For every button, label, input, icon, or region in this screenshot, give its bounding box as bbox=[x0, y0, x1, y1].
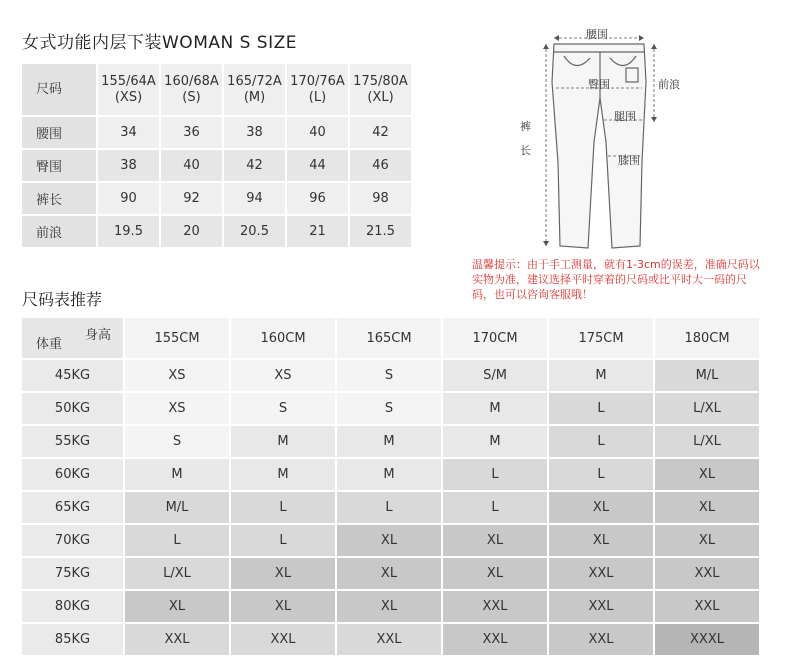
height-header: 160CM bbox=[231, 318, 335, 358]
size-cell: XL bbox=[549, 492, 653, 523]
row-label: 前浪 bbox=[22, 216, 96, 247]
size-cell: S bbox=[337, 393, 441, 424]
size-cell: M bbox=[549, 360, 653, 391]
table-cell: 21 bbox=[287, 216, 348, 247]
weight-label: 70KG bbox=[22, 525, 123, 556]
table-cell: 19.5 bbox=[98, 216, 159, 247]
front-rise-label: 前浪 bbox=[658, 78, 680, 91]
size-cell: XXL bbox=[655, 591, 759, 622]
size-cell: XXL bbox=[231, 624, 335, 655]
table-row bbox=[22, 426, 759, 457]
size-cell: XS bbox=[125, 393, 229, 424]
weight-label: 50KG bbox=[22, 393, 123, 424]
size-cell: XL bbox=[337, 525, 441, 556]
weight-label: 85KG bbox=[22, 624, 123, 655]
table-cell: 90 bbox=[98, 183, 159, 214]
size-cell: L/XL bbox=[655, 393, 759, 424]
waist-label: 腰围 bbox=[586, 28, 608, 41]
size-cell: XL bbox=[337, 591, 441, 622]
knee-label: 膝围 bbox=[618, 154, 640, 167]
size-cell: M bbox=[443, 393, 547, 424]
table-cell: 42 bbox=[224, 150, 285, 181]
table-row bbox=[22, 558, 759, 589]
size-cell: M bbox=[231, 426, 335, 457]
table-cell: 98 bbox=[350, 183, 411, 214]
hip-label: 臀围 bbox=[588, 78, 610, 91]
size-cell: XXL bbox=[549, 591, 653, 622]
size-cell: XL bbox=[231, 591, 335, 622]
size-cell: M bbox=[231, 459, 335, 490]
size-cell: S bbox=[125, 426, 229, 457]
size-spec: 155/64A bbox=[101, 73, 156, 89]
size-cell: M/L bbox=[655, 360, 759, 391]
table-row bbox=[22, 117, 411, 148]
table-cell: 20 bbox=[161, 216, 222, 247]
row-label: 臀围 bbox=[22, 150, 96, 181]
table-cell: 94 bbox=[224, 183, 285, 214]
table-cell: 21.5 bbox=[350, 216, 411, 247]
size-cell: L bbox=[443, 459, 547, 490]
size-header-row bbox=[22, 64, 411, 115]
pants-outline-illustration bbox=[518, 22, 688, 252]
size-cell: XS bbox=[231, 360, 335, 391]
size-cell: L bbox=[549, 426, 653, 457]
size-cell: XXL bbox=[443, 624, 547, 655]
table-cell: 20.5 bbox=[224, 216, 285, 247]
size-cell: L bbox=[443, 492, 547, 523]
table-cell: 96 bbox=[287, 183, 348, 214]
size-cell: XXL bbox=[443, 591, 547, 622]
size-cell: L bbox=[549, 393, 653, 424]
height-header: 155CM bbox=[125, 318, 229, 358]
table-row bbox=[22, 183, 411, 214]
size-cell: M bbox=[443, 426, 547, 457]
size-header-cell bbox=[98, 64, 159, 115]
table-row bbox=[22, 591, 759, 622]
weight-label: 80KG bbox=[22, 591, 123, 622]
size-code: (M) bbox=[243, 89, 266, 105]
size-cell: XL bbox=[443, 558, 547, 589]
size-cell: XL bbox=[443, 525, 547, 556]
size-cell: S bbox=[231, 393, 335, 424]
size-cell: L bbox=[549, 459, 653, 490]
size-cell: M bbox=[125, 459, 229, 490]
size-cell: M/L bbox=[125, 492, 229, 523]
size-cell: XXL bbox=[125, 624, 229, 655]
pants-diagram bbox=[518, 22, 688, 252]
height-header: 170CM bbox=[443, 318, 547, 358]
size-header-cell bbox=[224, 64, 285, 115]
weight-label: 55KG bbox=[22, 426, 123, 457]
weight-label: 60KG bbox=[22, 459, 123, 490]
size-cell: L/XL bbox=[125, 558, 229, 589]
length-label-top: 裤 bbox=[520, 120, 531, 133]
size-cell: L bbox=[231, 492, 335, 523]
weight-axis-label: 体重 bbox=[36, 337, 63, 352]
size-spec: 160/68A bbox=[164, 73, 219, 89]
size-cell: XXL bbox=[549, 624, 653, 655]
size-cell: XL bbox=[655, 525, 759, 556]
height-axis-label: 身高 bbox=[84, 328, 111, 343]
size-corner-label: 尺码 bbox=[22, 64, 96, 115]
size-cell: M bbox=[337, 426, 441, 457]
size-cell: XL bbox=[655, 459, 759, 490]
weight-label: 75KG bbox=[22, 558, 123, 589]
size-header-cell bbox=[350, 64, 411, 115]
size-cell: L bbox=[125, 525, 229, 556]
recommend-title: 尺码表推荐 bbox=[22, 290, 103, 309]
table-cell: 40 bbox=[161, 150, 222, 181]
thigh-label: 腿围 bbox=[614, 110, 636, 123]
size-header-cell bbox=[287, 64, 348, 115]
table-row bbox=[22, 525, 759, 556]
size-spec: 170/76A bbox=[290, 73, 345, 89]
table-cell: 44 bbox=[287, 150, 348, 181]
table-cell: 40 bbox=[287, 117, 348, 148]
size-cell: S/M bbox=[443, 360, 547, 391]
table-cell: 46 bbox=[350, 150, 411, 181]
table-row bbox=[22, 150, 411, 181]
size-cell: S bbox=[337, 360, 441, 391]
size-code: (XL) bbox=[367, 89, 394, 105]
height-header: 175CM bbox=[549, 318, 653, 358]
table-row bbox=[22, 459, 759, 490]
weight-label: 65KG bbox=[22, 492, 123, 523]
recommend-corner bbox=[22, 318, 123, 358]
size-code: (L) bbox=[308, 89, 327, 105]
size-cell: XL bbox=[655, 492, 759, 523]
size-cell: L/XL bbox=[655, 426, 759, 457]
table-cell: 38 bbox=[98, 150, 159, 181]
table-row bbox=[22, 216, 411, 247]
size-cell: XL bbox=[231, 558, 335, 589]
size-spec: 175/80A bbox=[353, 73, 408, 89]
size-chart-table bbox=[20, 62, 413, 249]
size-spec: 165/72A bbox=[227, 73, 282, 89]
recommend-header-row bbox=[22, 318, 759, 358]
row-label: 腰围 bbox=[22, 117, 96, 148]
table-row bbox=[22, 624, 759, 655]
size-cell: XXL bbox=[549, 558, 653, 589]
size-cell: L bbox=[231, 525, 335, 556]
length-label-bottom: 长 bbox=[520, 144, 531, 157]
table-cell: 92 bbox=[161, 183, 222, 214]
size-code: (S) bbox=[182, 89, 201, 105]
size-cell: XL bbox=[337, 558, 441, 589]
weight-label: 45KG bbox=[22, 360, 123, 391]
size-cell: XS bbox=[125, 360, 229, 391]
measurement-note: 温馨提示：由于手工测量，就有1-3cm的误差，准确尺码以实物为准，建议选择平时穿着的尺码或比平时大一码的尺码，也可以咨询客服哦！ bbox=[472, 258, 760, 301]
size-code: (XS) bbox=[114, 89, 143, 105]
table-cell: 38 bbox=[224, 117, 285, 148]
table-row bbox=[22, 492, 759, 523]
size-cell: XL bbox=[125, 591, 229, 622]
table-cell: 36 bbox=[161, 117, 222, 148]
height-header: 165CM bbox=[337, 318, 441, 358]
size-recommend-table bbox=[20, 316, 761, 657]
size-cell: XXL bbox=[337, 624, 441, 655]
size-cell: XXL bbox=[655, 558, 759, 589]
table-cell: 42 bbox=[350, 117, 411, 148]
row-label: 裤长 bbox=[22, 183, 96, 214]
table-row bbox=[22, 360, 759, 391]
size-cell: M bbox=[337, 459, 441, 490]
page-title: 女式功能内层下装WOMAN S SIZE bbox=[22, 33, 297, 53]
table-cell: 34 bbox=[98, 117, 159, 148]
table-row bbox=[22, 393, 759, 424]
size-header-cell bbox=[161, 64, 222, 115]
height-header: 180CM bbox=[655, 318, 759, 358]
size-cell: L bbox=[337, 492, 441, 523]
size-cell: XL bbox=[549, 525, 653, 556]
size-cell: XXXL bbox=[655, 624, 759, 655]
